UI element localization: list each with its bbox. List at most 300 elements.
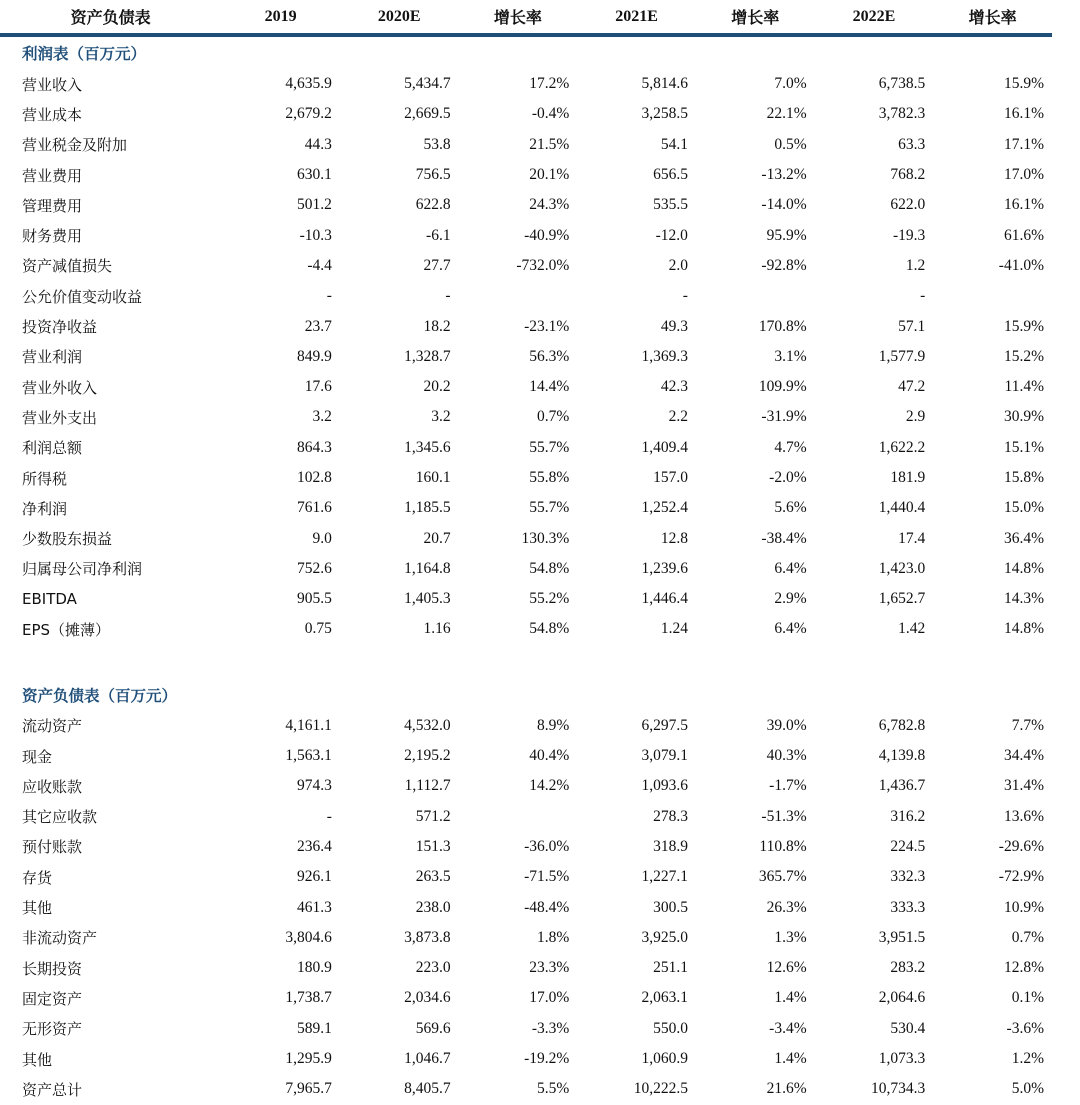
- row-label: 预付账款: [22, 838, 83, 857]
- row-label: 营业成本: [22, 105, 83, 124]
- cell-value: 238.0: [415, 898, 451, 916]
- cell-value: 55.7%: [529, 438, 570, 456]
- table-row: [0, 523, 1052, 553]
- cell-value: 0.1%: [1011, 989, 1044, 1007]
- cell-value: 251.1: [653, 959, 688, 977]
- cell-value: 17.6: [304, 378, 332, 396]
- cell-value: 40.4%: [529, 747, 570, 765]
- row-label: 现金: [22, 747, 53, 766]
- row-label: 资产减值损失: [22, 257, 113, 276]
- cell-value: -51.3%: [761, 807, 807, 825]
- cell-value: 2,195.2: [404, 747, 451, 765]
- table-row: [0, 160, 1052, 190]
- cell-value: 1.24: [660, 620, 688, 638]
- cell-value: 1,046.7: [404, 1050, 451, 1068]
- cell-value: 6,297.5: [641, 716, 688, 734]
- cell-value: 31.4%: [1003, 777, 1044, 795]
- cell-value: 1.4%: [774, 1050, 807, 1068]
- cell-value: 14.4%: [529, 378, 570, 396]
- cell-value: 2.9%: [774, 590, 807, 608]
- table-row: [0, 614, 1052, 644]
- cell-value: 55.8%: [529, 469, 570, 486]
- cell-value: 55.7%: [529, 499, 570, 517]
- cell-value: 3,079.1: [641, 747, 688, 765]
- cell-value: 1,345.6: [404, 438, 451, 456]
- cell-value: 1,328.7: [404, 347, 451, 365]
- cell-value: 756.5: [415, 166, 451, 184]
- cell-value: -: [920, 287, 926, 305]
- section-title: 资产负债表（百万元）: [22, 686, 178, 705]
- cell-value: 15.8%: [1003, 469, 1044, 486]
- cell-value: 14.8%: [1003, 559, 1044, 577]
- row-label: 长期投资: [22, 959, 83, 978]
- section-title-row: [0, 37, 1052, 69]
- cell-value: 36.4%: [1003, 529, 1044, 547]
- cell-value: 44.3: [304, 135, 332, 153]
- cell-value: 53.8: [423, 135, 451, 153]
- cell-value: 1.2%: [1011, 1050, 1044, 1068]
- header-col: 增长率: [731, 8, 780, 27]
- row-label: 其他: [22, 899, 53, 918]
- cell-value: 95.9%: [766, 226, 807, 244]
- cell-value: -36.0%: [524, 837, 570, 855]
- cell-value: -2.0%: [769, 469, 807, 486]
- cell-value: 0.7%: [1011, 928, 1044, 946]
- cell-value: 1,060.9: [641, 1050, 688, 1068]
- cell-value: 3,873.8: [404, 928, 451, 946]
- cell-value: 1,369.3: [641, 347, 688, 365]
- header-row: [0, 0, 1052, 33]
- cell-value: 2,034.6: [404, 989, 451, 1007]
- cell-value: -6.1: [426, 226, 451, 244]
- row-label: 存货: [22, 868, 53, 887]
- cell-value: 0.5%: [774, 135, 807, 153]
- row-label: 少数股东损益: [22, 530, 113, 549]
- cell-value: 1,405.3: [404, 590, 451, 608]
- cell-value: 974.3: [297, 777, 332, 795]
- table-row: [0, 372, 1052, 402]
- cell-value: 8.9%: [536, 716, 570, 734]
- table-row: [0, 130, 1052, 160]
- cell-value: 55.2%: [529, 590, 570, 608]
- cell-value: 224.5: [890, 837, 926, 855]
- cell-value: [696, 281, 815, 311]
- cell-value: 14.2%: [529, 777, 570, 795]
- cell-value: -4.4: [307, 256, 332, 274]
- cell-value: 589.1: [297, 1019, 332, 1037]
- cell-value: 30.9%: [1003, 408, 1044, 426]
- cell-value: 130.3%: [521, 529, 570, 547]
- cell-value: 12.6%: [766, 959, 807, 977]
- cell-value: 6.4%: [774, 620, 807, 638]
- table-row: [0, 281, 1052, 311]
- cell-value: 5.5%: [536, 1080, 570, 1098]
- table-row: [0, 69, 1052, 99]
- cell-value: 2,064.6: [878, 989, 926, 1007]
- cell-value: 181.9: [890, 469, 926, 486]
- cell-value: 1.3%: [774, 928, 807, 946]
- cell-value: 54.1: [660, 135, 688, 153]
- cell-value: 3,951.5: [878, 928, 926, 946]
- row-label: 其他: [22, 1050, 53, 1069]
- cell-value: 6,782.8: [878, 716, 926, 734]
- table-row: [0, 311, 1052, 341]
- cell-value: [459, 281, 578, 311]
- cell-value: 0.7%: [536, 408, 570, 426]
- cell-value: 15.1%: [1003, 438, 1044, 456]
- table-row: [0, 771, 1052, 801]
- cell-value: 864.3: [297, 438, 332, 456]
- cell-value: 3,925.0: [641, 928, 688, 946]
- cell-value: -92.8%: [761, 256, 807, 274]
- cell-value: 7.7%: [1011, 716, 1044, 734]
- cell-value: 1,252.4: [641, 499, 688, 517]
- cell-value: 6,738.5: [878, 75, 926, 93]
- table-row: [0, 220, 1052, 250]
- cell-value: 530.4: [890, 1019, 926, 1037]
- cell-value: 12.8%: [1003, 959, 1044, 977]
- row-label: EBITDA: [22, 590, 77, 609]
- cell-value: 3.2: [312, 408, 332, 426]
- table-row: [0, 99, 1052, 129]
- cell-value: -13.2%: [761, 166, 807, 184]
- cell-value: 849.9: [297, 347, 332, 365]
- table-row: [0, 1044, 1052, 1074]
- cell-value: 160.1: [415, 469, 451, 486]
- cell-value: 4,635.9: [285, 75, 332, 93]
- table-row: [0, 862, 1052, 892]
- cell-value: 3,782.3: [878, 105, 926, 123]
- table-row: [0, 402, 1052, 432]
- cell-value: 14.3%: [1003, 590, 1044, 608]
- cell-value: -3.6%: [1006, 1019, 1044, 1037]
- row-label: 利润总额: [22, 439, 83, 458]
- cell-value: 16.1%: [1003, 105, 1044, 123]
- cell-value: 49.3: [660, 317, 688, 335]
- cell-value: -732.0%: [516, 256, 570, 274]
- cell-value: 316.2: [890, 807, 926, 825]
- section-title-row: [0, 679, 1052, 711]
- cell-value: 63.3: [898, 135, 926, 153]
- cell-value: -19.2%: [524, 1050, 570, 1068]
- table-row: [0, 584, 1052, 614]
- cell-value: 157.0: [653, 469, 688, 486]
- cell-value: 54.8%: [529, 620, 570, 638]
- header-col: 2019: [264, 7, 297, 25]
- row-label: 无形资产: [22, 1020, 83, 1039]
- cell-value: 57.1: [898, 317, 926, 335]
- cell-value: 1,112.7: [404, 777, 451, 795]
- cell-value: 656.5: [653, 166, 688, 184]
- cell-value: 27.7: [423, 256, 451, 274]
- cell-value: -29.6%: [998, 837, 1044, 855]
- table-row: [0, 1014, 1052, 1044]
- cell-value: 2.0: [668, 256, 688, 274]
- row-label: 营业外支出: [22, 408, 98, 427]
- cell-value: 18.2: [423, 317, 451, 335]
- header-col: 2020E: [377, 7, 421, 25]
- cell-value: 5.6%: [774, 499, 807, 517]
- cell-value: -0.4%: [531, 105, 570, 123]
- cell-value: 4,532.0: [404, 716, 451, 734]
- cell-value: 21.5%: [529, 135, 570, 153]
- cell-value: 5,814.6: [641, 75, 688, 93]
- table-row: [0, 251, 1052, 281]
- cell-value: -12.0: [655, 226, 688, 244]
- cell-value: 54.8%: [529, 559, 570, 577]
- cell-value: 1,563.1: [285, 747, 332, 765]
- cell-value: 20.1%: [529, 166, 570, 184]
- cell-value: 10,222.5: [633, 1080, 688, 1098]
- cell-value: 1.16: [423, 620, 451, 638]
- cell-value: -: [445, 287, 451, 305]
- row-label: 营业税金及附加: [22, 136, 128, 155]
- cell-value: -48.4%: [524, 898, 570, 916]
- table-row: [0, 923, 1052, 953]
- cell-value: 151.3: [415, 837, 451, 855]
- cell-value: -40.9%: [524, 226, 570, 244]
- cell-value: 22.1%: [766, 105, 807, 123]
- cell-value: -: [326, 807, 332, 825]
- cell-value: 1,446.4: [641, 590, 688, 608]
- cell-value: 9.0: [312, 529, 332, 547]
- table-row: [0, 983, 1052, 1013]
- cell-value: 630.1: [297, 166, 332, 184]
- cell-value: 752.6: [297, 559, 332, 577]
- cell-value: 15.0%: [1003, 499, 1044, 517]
- row-label: 营业外收入: [22, 378, 98, 397]
- cell-value: 12.8: [660, 529, 688, 547]
- cell-value: 622.0: [890, 196, 926, 214]
- cell-value: 34.4%: [1003, 747, 1044, 765]
- cell-value: 3.2: [431, 408, 451, 426]
- cell-value: 1,164.8: [404, 559, 451, 577]
- cell-value: 16.1%: [1003, 196, 1044, 214]
- cell-value: -38.4%: [761, 529, 807, 547]
- header-col: 2021E: [615, 7, 658, 25]
- header-title: 资产负债表: [70, 8, 151, 27]
- table-row: [0, 711, 1052, 741]
- section-title: 利润表（百万元）: [22, 45, 147, 63]
- row-label: 应收账款: [22, 777, 83, 796]
- cell-value: 300.5: [653, 898, 688, 916]
- cell-value: 17.4: [898, 529, 926, 547]
- cell-value: 3.1%: [774, 347, 807, 365]
- cell-value: 1,436.7: [878, 777, 926, 795]
- row-label: 其它应收款: [22, 808, 98, 827]
- cell-value: 761.6: [297, 499, 332, 517]
- cell-value: 5,434.7: [404, 75, 451, 93]
- table-row: [0, 741, 1052, 771]
- cell-value: 333.3: [890, 898, 926, 916]
- header-col: 2022E: [852, 7, 896, 25]
- cell-value: 109.9%: [758, 378, 807, 396]
- cell-value: 15.9%: [1003, 317, 1044, 335]
- cell-value: 15.2%: [1003, 347, 1044, 365]
- cell-value: 1,409.4: [641, 438, 688, 456]
- cell-value: -71.5%: [524, 868, 570, 886]
- section-spacer: [0, 645, 1052, 679]
- cell-value: 1,093.6: [641, 777, 688, 795]
- cell-value: 283.2: [890, 959, 926, 977]
- cell-value: 14.8%: [1003, 620, 1044, 638]
- row-label: 资产总计: [22, 1080, 83, 1099]
- cell-value: 1,239.6: [641, 559, 688, 577]
- cell-value: -3.3%: [531, 1019, 570, 1037]
- cell-value: 17.0%: [1003, 166, 1044, 184]
- header-col: 增长率: [968, 8, 1017, 27]
- cell-value: 2,679.2: [285, 105, 332, 123]
- cell-value: 21.6%: [766, 1080, 807, 1098]
- cell-value: 1,227.1: [641, 868, 688, 886]
- cell-value: -31.9%: [761, 408, 807, 426]
- cell-value: 501.2: [297, 196, 332, 214]
- cell-value: 569.6: [415, 1019, 451, 1037]
- cell-value: 17.0%: [529, 989, 570, 1007]
- cell-value: 1,622.2: [878, 438, 926, 456]
- cell-value: 6.4%: [774, 559, 807, 577]
- table-row: [0, 802, 1052, 832]
- table-row: [0, 433, 1052, 463]
- cell-value: 17.2%: [529, 75, 570, 93]
- row-label: 财务费用: [22, 227, 83, 246]
- cell-value: 15.9%: [1003, 75, 1044, 93]
- cell-value: 278.3: [653, 807, 688, 825]
- cell-value: 4.7%: [774, 438, 807, 456]
- row-label: 管理费用: [22, 196, 83, 215]
- cell-value: 1.8%: [536, 928, 570, 946]
- cell-value: -: [682, 287, 688, 305]
- row-label: 固定资产: [22, 989, 83, 1008]
- cell-value: 1,423.0: [878, 559, 926, 577]
- cell-value: 4,139.8: [878, 747, 926, 765]
- table-row: [0, 832, 1052, 862]
- cell-value: 20.7: [423, 529, 451, 547]
- cell-value: 223.0: [415, 959, 451, 977]
- cell-value: -10.3: [299, 226, 332, 244]
- cell-value: 461.3: [297, 898, 332, 916]
- row-label: 归属母公司净利润: [22, 560, 143, 579]
- cell-value: 1,738.7: [285, 989, 332, 1007]
- cell-value: 318.9: [653, 837, 688, 855]
- cell-value: 24.3%: [529, 196, 570, 214]
- cell-value: -72.9%: [998, 868, 1044, 886]
- row-label: 非流动资产: [22, 929, 98, 948]
- cell-value: 365.7%: [758, 868, 807, 886]
- cell-value: 40.3%: [766, 747, 807, 765]
- cell-value: 2,669.5: [404, 105, 451, 123]
- cell-value: 26.3%: [766, 898, 807, 916]
- cell-value: 170.8%: [758, 317, 807, 335]
- cell-value: -41.0%: [998, 256, 1044, 274]
- cell-value: -1.7%: [769, 777, 807, 795]
- cell-value: 2,063.1: [641, 989, 688, 1007]
- row-label: 公允价值变动收益: [22, 287, 143, 306]
- cell-value: -3.4%: [769, 1019, 807, 1037]
- cell-value: 8,405.7: [404, 1080, 451, 1098]
- cell-value: 332.3: [890, 868, 926, 886]
- cell-value: 56.3%: [529, 347, 570, 365]
- cell-value: 102.8: [297, 469, 332, 486]
- cell-value: -14.0%: [761, 196, 807, 214]
- table-row: [0, 342, 1052, 372]
- table-row: [0, 463, 1052, 493]
- cell-value: 10.9%: [1003, 898, 1044, 916]
- row-label: 所得税: [22, 469, 68, 488]
- row-label: 流动资产: [22, 717, 83, 736]
- cell-value: 13.6%: [1003, 807, 1044, 825]
- cell-value: 905.5: [297, 590, 332, 608]
- cell-value: 180.9: [297, 959, 332, 977]
- table-row: [0, 1074, 1052, 1104]
- cell-value: 5.0%: [1011, 1080, 1044, 1098]
- cell-value: -19.3: [892, 226, 926, 244]
- cell-value: [459, 802, 578, 832]
- cell-value: 61.6%: [1003, 226, 1044, 244]
- cell-value: 0.75: [304, 620, 332, 638]
- cell-value: 2.9: [905, 408, 926, 426]
- row-label: 营业收入: [22, 75, 83, 94]
- row-label: 营业费用: [22, 166, 83, 185]
- row-label: EPS（摊薄）: [22, 620, 111, 639]
- table-row: [0, 190, 1052, 220]
- cell-value: 4,161.1: [285, 716, 332, 734]
- cell-value: 7.0%: [774, 75, 807, 93]
- table-row: [0, 953, 1052, 983]
- cell-value: 1,185.5: [404, 499, 451, 517]
- cell-value: 571.2: [415, 807, 451, 825]
- cell-value: 768.2: [890, 166, 926, 184]
- cell-value: -23.1%: [524, 317, 570, 335]
- cell-value: 550.0: [653, 1019, 688, 1037]
- cell-value: 20.2: [423, 378, 451, 396]
- cell-value: 23.7: [304, 317, 332, 335]
- cell-value: [933, 281, 1052, 311]
- cell-value: 47.2: [898, 378, 926, 396]
- table-row: [0, 554, 1052, 584]
- cell-value: 11.4%: [1004, 378, 1044, 396]
- cell-value: 110.8%: [759, 837, 807, 855]
- cell-value: 622.8: [415, 196, 451, 214]
- cell-value: 1,577.9: [878, 347, 926, 365]
- row-label: 营业利润: [22, 348, 83, 367]
- cell-value: 1,440.4: [878, 499, 926, 517]
- cell-value: 10,734.3: [871, 1080, 926, 1098]
- cell-value: 263.5: [415, 868, 451, 886]
- cell-value: 1.4%: [774, 989, 807, 1007]
- cell-value: 39.0%: [766, 716, 807, 734]
- cell-value: 2.2: [668, 408, 688, 426]
- cell-value: 23.3%: [529, 959, 570, 977]
- cell-value: 926.1: [297, 868, 332, 886]
- cell-value: 3,804.6: [285, 928, 332, 946]
- cell-value: -: [326, 287, 332, 305]
- cell-value: 17.1%: [1003, 135, 1044, 153]
- cell-value: 1,295.9: [285, 1050, 332, 1068]
- cell-value: 535.5: [653, 196, 688, 214]
- row-label: 投资净收益: [22, 318, 98, 337]
- cell-value: 1,073.3: [878, 1050, 926, 1068]
- cell-value: 1.42: [898, 620, 926, 638]
- cell-value: 42.3: [660, 378, 688, 396]
- table-row: [0, 892, 1052, 922]
- row-label: 净利润: [22, 499, 68, 518]
- cell-value: 3,258.5: [641, 105, 688, 123]
- cell-value: 1.2: [905, 256, 926, 274]
- table-row: [0, 493, 1052, 523]
- cell-value: 7,965.7: [285, 1080, 332, 1098]
- cell-value: 1,652.7: [878, 590, 926, 608]
